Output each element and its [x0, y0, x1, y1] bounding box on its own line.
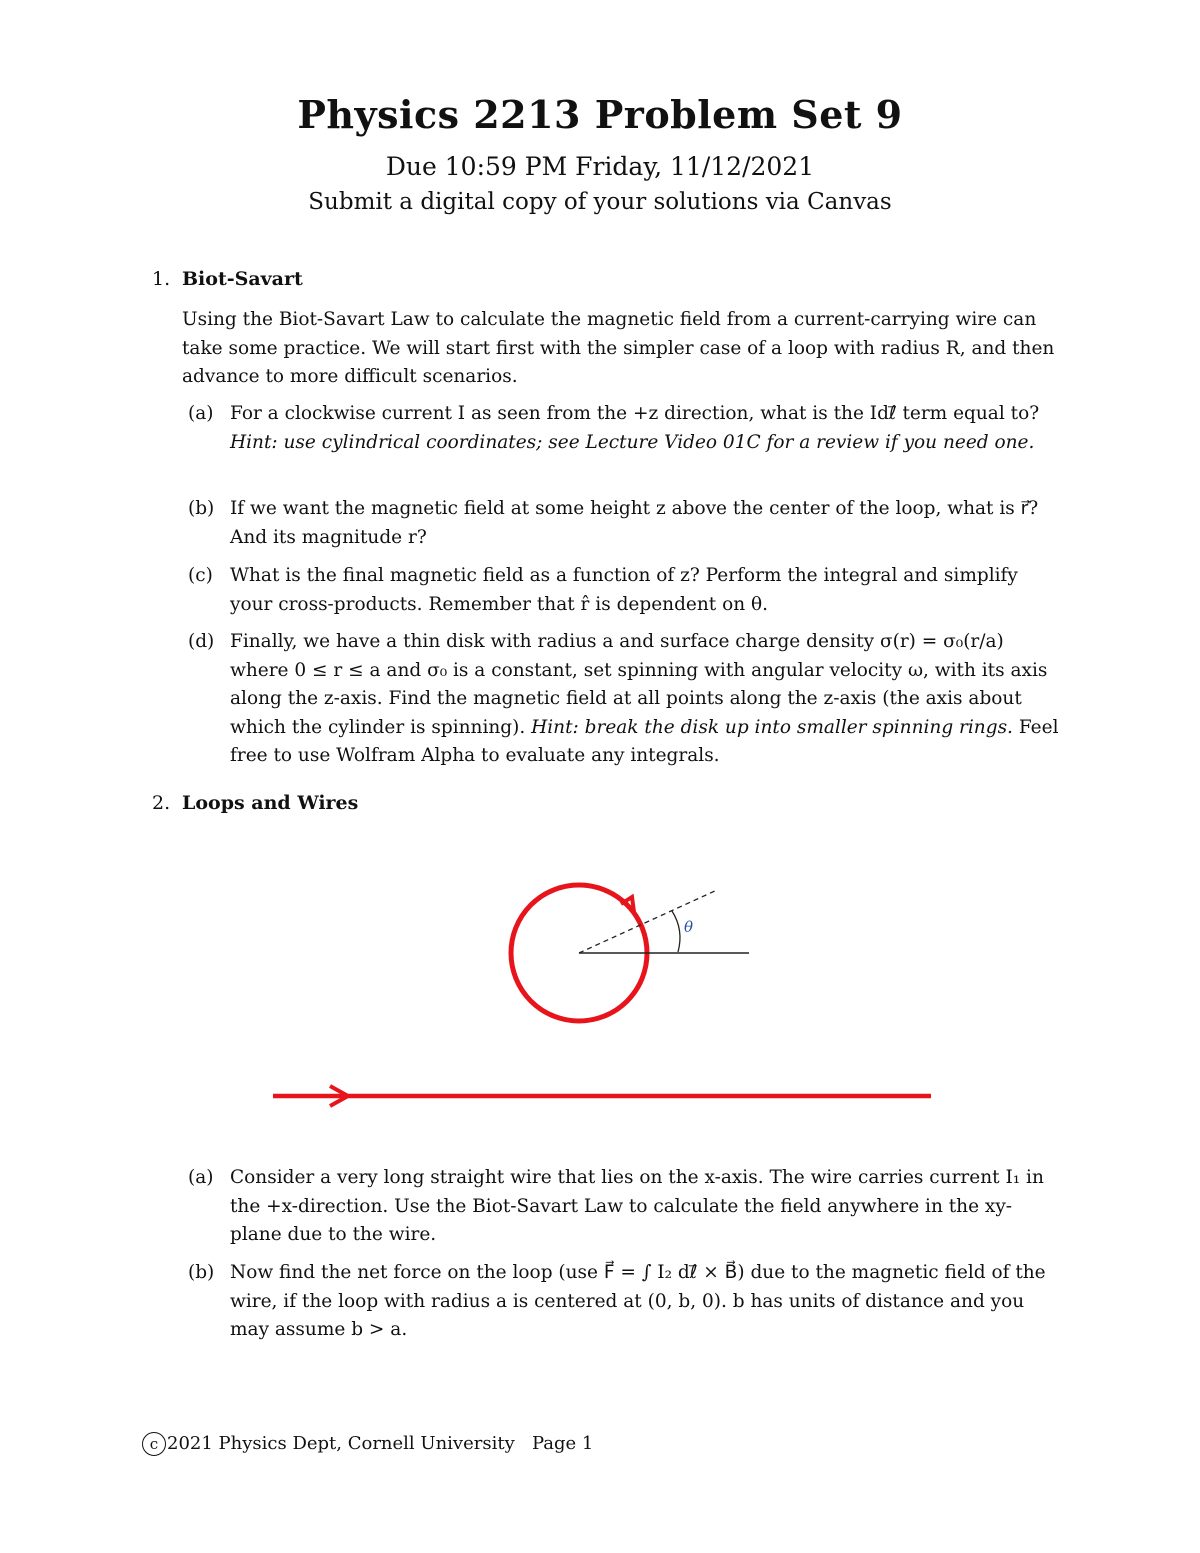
- theta-label: θ: [684, 918, 694, 936]
- footer-text: 2021 Physics Dept, Cornell University: [167, 1433, 515, 1454]
- problem-2-number: 2.: [152, 792, 171, 814]
- due-date: Due 10:59 PM Friday, 11/12/2021: [385, 152, 815, 181]
- problem-1c-label: (c): [188, 565, 213, 586]
- copyright-icon: c: [142, 1432, 166, 1456]
- footer: [142, 1432, 593, 1456]
- problem-2-title: Loops and Wires: [182, 792, 359, 814]
- problem-1-intro: Using the Biot-Savart Law to calculate the magnetic field from a current-carrying wire can take some practice. We will start first with the simpler case of a loop with radius R, and then advance to more difficult scenarios.: [182, 309, 1055, 387]
- problem-2a-text: Consider a very long straight wire that lies on the x-axis. The wire carries current I₁ in the +x-direction. Use the Biot-Savart Law to calculate the field anywhere in the xy-plane due to the wire.: [230, 1167, 1044, 1245]
- page-title: Physics 2213 Problem Set 9: [297, 92, 903, 137]
- straight-wire: [273, 1086, 931, 1106]
- problem-1b-text: If we want the magnetic field at some height z above the center of the loop, what is r⃗? And its magnitude r?: [230, 498, 1039, 548]
- problem-1d-hint: Hint: break the disk up into smaller spinning rings.: [531, 716, 1013, 738]
- problem-2b-label: (b): [188, 1262, 215, 1283]
- problem-1d-tail: Feel free to use Wolfram Alpha to evaluate any integrals.: [230, 716, 1059, 766]
- problem-1a-question: For a clockwise current I as seen from the +z direction, what is the Idℓ⃗ term equal to?: [230, 403, 1040, 424]
- problem-1c-text: What is the final magnetic field as a function of z? Perform the integral and simplify your cross-products. Remember that r̂ is dependent on θ.: [230, 565, 1018, 615]
- problem-1-number: 1.: [152, 268, 171, 290]
- page-number: Page 1: [531, 1433, 594, 1454]
- problem-1a-hint: Hint: use cylindrical coordinates; see Lecture Video 01C for a review if you need one.: [230, 431, 1035, 453]
- problem-1-title: Biot-Savart: [182, 268, 303, 290]
- submission-note: Submit a digital copy of your solutions via Canvas: [308, 189, 892, 215]
- problem-1b-label: (b): [188, 498, 215, 519]
- angle-arc: [672, 911, 680, 952]
- problem-1d-label: (d): [188, 631, 215, 652]
- problem-1a-label: (a): [188, 403, 214, 424]
- problem-1d-question: Finally, we have a thin disk with radius a and surface charge density σ(r) = σ₀(r/a) where 0 ≤ r ≤ a and σ₀ is a constant, set spinning with angular velocity ω, with its axis along the z-axis. Find the magnetic field at all points along the z-axis (the axis about which the cylinder is spinning).: [230, 631, 1048, 738]
- problem-2a-label: (a): [188, 1167, 214, 1188]
- problem-2b-text: Now find the net force on the loop (use F⃗ = ∫ I₂ dℓ⃗ × B⃗) due to the magnetic field of the wire, if the loop with radius a is centered at (0, b, 0). b has units of distance and you may assume b > a.: [230, 1262, 1046, 1340]
